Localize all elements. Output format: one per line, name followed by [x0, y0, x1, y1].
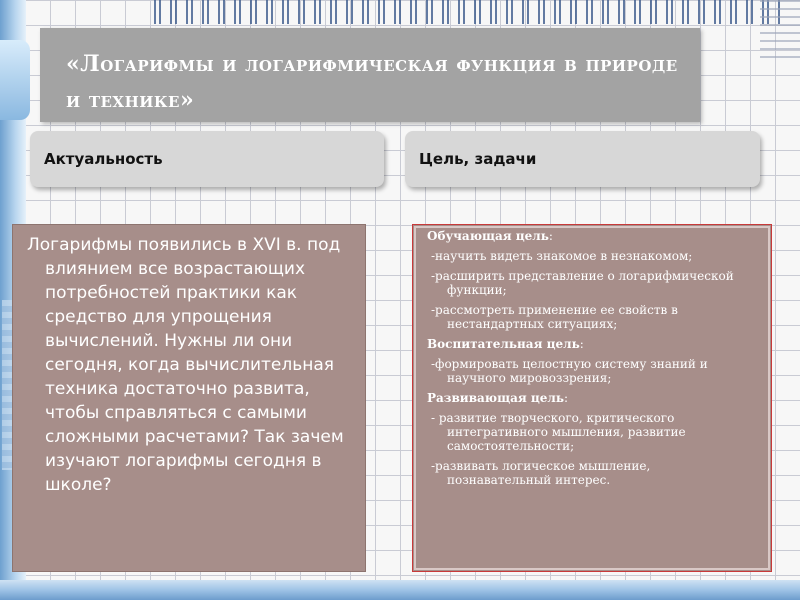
heading-relevance	[30, 131, 384, 187]
goal-item: -формировать целостную систему знаний и научного мировоззрения;	[431, 357, 708, 385]
heading-relevance-label: Актуальность	[44, 150, 163, 168]
goal-item: -развивать логическое мышление, познавательный интерес.	[431, 459, 651, 487]
relevance-text: Логарифмы появились в XVI в. под влиянием все возрастающих потребностей практики как средство для упрощения вычислений. Нужны ли они сегодня, когда вычислительная техника достаточно развита, чтобы справляться с самыми сложными расчетами? Так зачем изучают логарифмы сегодня в школе?	[27, 235, 344, 495]
goal-developing-heading: Развивающая цель:	[427, 391, 569, 405]
bottom-decorative-bar	[0, 580, 800, 600]
goal-item: -рассмотреть применение ее свойств в нестандартных ситуациях;	[431, 303, 678, 331]
goal-item: -научить видеть знакомое в незнакомом;	[431, 249, 693, 263]
heading-goals	[405, 131, 760, 187]
goal-teaching-heading: Обучающая цель:	[427, 229, 553, 243]
goals-panel	[412, 224, 772, 572]
slide-title: «Логарифмы и логарифмическая функция в природе и технике»	[66, 51, 678, 113]
notebook-rings	[760, 0, 800, 60]
goal-item: - развитие творческого, критического интегративного мышления, развитие самостоятельности;	[431, 411, 686, 453]
goals-content	[427, 229, 757, 493]
decorative-shape-top	[0, 40, 30, 120]
spiral-binding	[150, 0, 780, 24]
relevance-panel	[12, 224, 366, 572]
goal-item: -расширить представление о логарифмической функции;	[431, 269, 734, 297]
goal-educational-heading: Воспитательная цель:	[427, 337, 584, 351]
title-banner	[40, 28, 700, 122]
heading-goals-label: Цель, задачи	[419, 150, 537, 168]
